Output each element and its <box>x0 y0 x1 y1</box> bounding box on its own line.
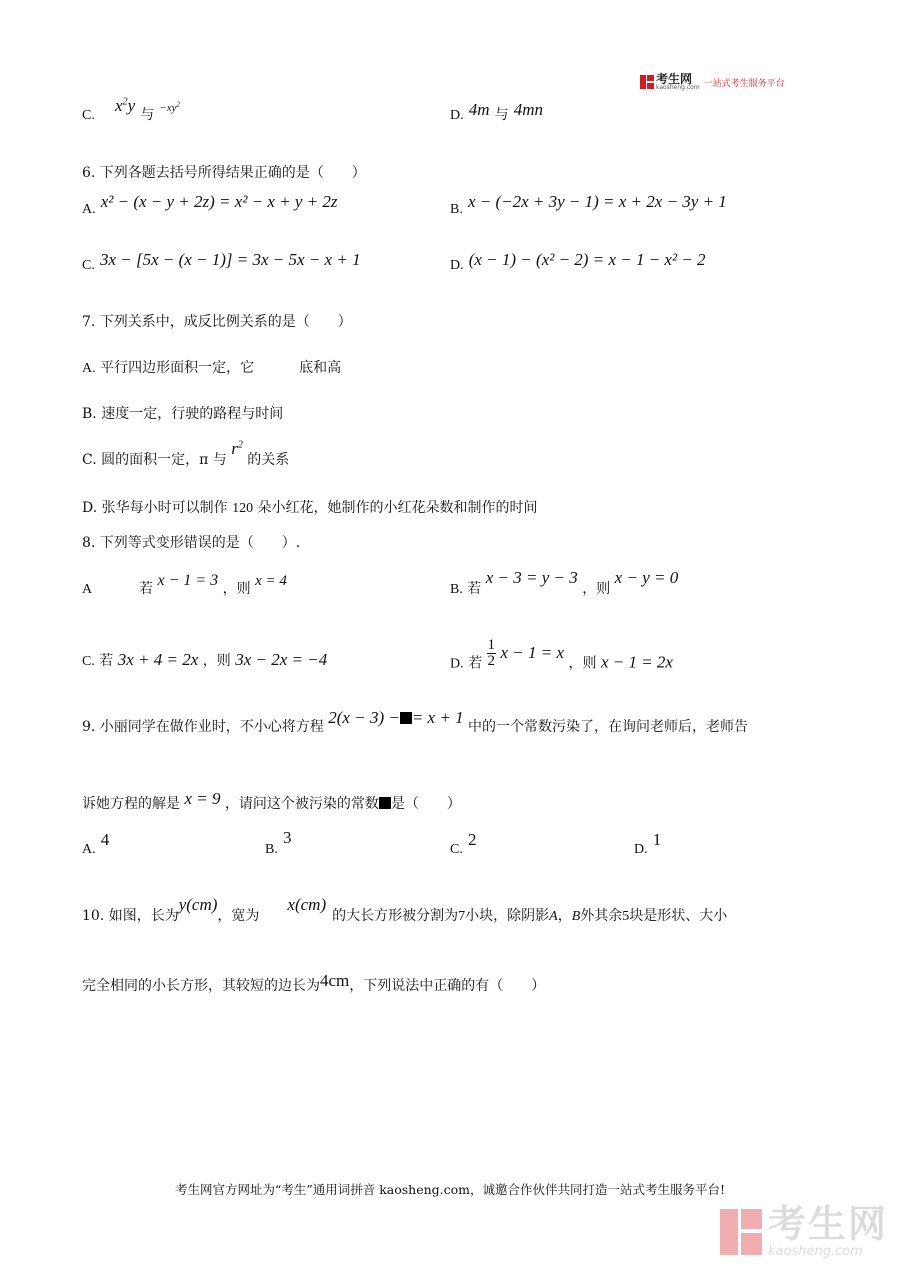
option-label: A. <box>82 361 96 376</box>
math-expr: x − 3 = y − 3 <box>485 568 578 587</box>
math-expr: y(cm) <box>178 895 218 914</box>
q9-option-d: D. 1 <box>634 830 662 857</box>
math-expr: x(cm) <box>287 895 327 914</box>
math-expr: x − 1 = x <box>500 642 565 662</box>
q5-option-d <box>450 100 543 124</box>
ink-blot-icon <box>379 797 391 809</box>
connector-text: 与 <box>140 107 155 123</box>
q10-line-1: 10. 如图，长为y(cm)，宽为x(cm)的大长方形被分割为7小块，除阴影A，B外其余5块是形状、大小 <box>82 895 728 924</box>
brand-name-block <box>656 73 700 91</box>
header-logo <box>640 73 785 91</box>
math-expr: x − (−2x + 3y − 1) = x + 2x − 3y + 1 <box>467 192 727 211</box>
option-label: B. <box>450 202 463 217</box>
math-expr: (x − 1) − (x² − 2) = x − 1 − x² − 2 <box>468 250 706 269</box>
math-expr: 4cm <box>320 971 350 990</box>
q9-option-b: B. 3 <box>265 828 292 857</box>
q5-option-c <box>82 96 180 124</box>
option-label: D. <box>450 108 464 123</box>
math-expr: 4mn <box>513 100 543 119</box>
q6-option-d <box>450 250 706 274</box>
q8-option-c: C. 若 3x + 4 = 2x ，则 3x − 2x = −4 <box>82 650 328 669</box>
option-label: C. <box>82 654 95 669</box>
q6-option-b <box>450 192 727 218</box>
math-expr: $x^2y$ <box>115 96 136 115</box>
option-label: D. <box>450 258 464 273</box>
math-expr: x² − (x − y + 2z) = x² − x + y + 2z <box>100 192 338 211</box>
option-text: 底和高 <box>299 360 342 376</box>
q8-option-a: A 若 x − 1 = 3 ，则 x = 4 <box>82 572 287 597</box>
q7-option-b: B. 速度一定，行驶的路程与时间 <box>82 406 284 422</box>
q9-line-2: 诉她方程的解是 x = 9 ，请问这个被污染的常数 是（ ） <box>82 789 461 812</box>
watermark-logo-icon <box>720 1209 762 1255</box>
q8-option-d: D. 若 $\frac{1}{2}$ x − 1 = x ，则 x − 1 = 2x <box>450 637 673 672</box>
q10-line-2: 完全相同的小长方形，其较短的边长为4cm，下列说法中正确的有（ ） <box>82 971 546 994</box>
math-expr: 4m <box>468 100 490 119</box>
math-expr: x − 1 = 2x <box>600 652 673 672</box>
option-label: A. <box>82 202 96 217</box>
math-expr: $r^2$ <box>231 439 243 458</box>
q6-option-c <box>82 250 361 274</box>
math-expr: 3x − [5x − (x − 1)] = 3x − 5x − x + 1 <box>99 250 361 269</box>
option-label: B. <box>450 582 463 597</box>
math-expr: x − 1 = 3 <box>157 572 219 589</box>
q7-stem: 7. 下列关系中，成反比例关系的是（ ） <box>82 314 352 330</box>
option-label: C. <box>82 108 95 123</box>
brand-logo-icon <box>640 75 654 89</box>
ink-blot-icon <box>400 712 412 724</box>
option-text: 朵小红花，她制作的小红花朵数和制作的时间 <box>257 500 538 516</box>
watermark <box>720 1202 889 1259</box>
q6-stem: 6. 下列各题去括号所得结果正确的是（ ） <box>82 165 366 181</box>
watermark-name: 考生网 <box>768 1202 889 1246</box>
option-label: D. <box>450 656 464 672</box>
math-expr: x − y = 0 <box>614 568 679 587</box>
q9-option-a: A. 4 <box>82 830 110 857</box>
math-expr: −xy2 <box>159 100 180 114</box>
option-text: C. 圆的面积一定，π 与 <box>82 452 227 468</box>
watermark-domain: kaosheng.com <box>768 1244 863 1259</box>
q7-option-c <box>82 439 290 469</box>
math-expr: 3x + 4 = 2x <box>117 650 199 669</box>
option-text: D. 张华每小时可以制作 <box>82 500 228 516</box>
math-expr: x = 9 <box>184 789 221 808</box>
option-label: C. <box>82 258 95 273</box>
option-label: A <box>82 582 93 597</box>
q9-option-c: C. 2 <box>450 830 477 857</box>
math-expr: 2(x − 3) − = x + 1 <box>328 708 464 727</box>
q6-option-a <box>82 192 338 218</box>
number-text: 120 <box>232 501 254 516</box>
connector-text: 与 <box>494 107 509 123</box>
brand-name: 考生网 <box>656 72 693 86</box>
fraction: $\frac{1}{2}$ <box>487 637 496 669</box>
q7-option-d <box>82 497 538 517</box>
brand-slogan: 一站式考生服务平台 <box>703 78 785 89</box>
option-text: 平行四边形面积一定，它 <box>100 360 255 376</box>
q8-option-b: B. 若 x − 3 = y − 3 ，则 x − y = 0 <box>450 568 679 597</box>
brand-domain: kaosheng.com <box>656 84 700 91</box>
q8-stem: 8. 下列等式变形错误的是（ ）. <box>82 535 301 551</box>
footer-text: 考生网官方网址为“考生”通用词拼音 kaosheng.com，诚邀合作伙伴共同打造一站式考生服务平台! <box>174 1182 726 1197</box>
q9-line-1: 9. 小丽同学在做作业时，不小心将方程 2(x − 3) − = x + 1 中的一个常数污染了，在询问老师后，老师告 <box>82 708 749 735</box>
math-expr: 3x − 2x = −4 <box>235 650 328 669</box>
option-text: 的关系 <box>247 452 290 468</box>
q7-option-a <box>82 357 341 377</box>
math-expr: x = 4 <box>255 573 287 589</box>
